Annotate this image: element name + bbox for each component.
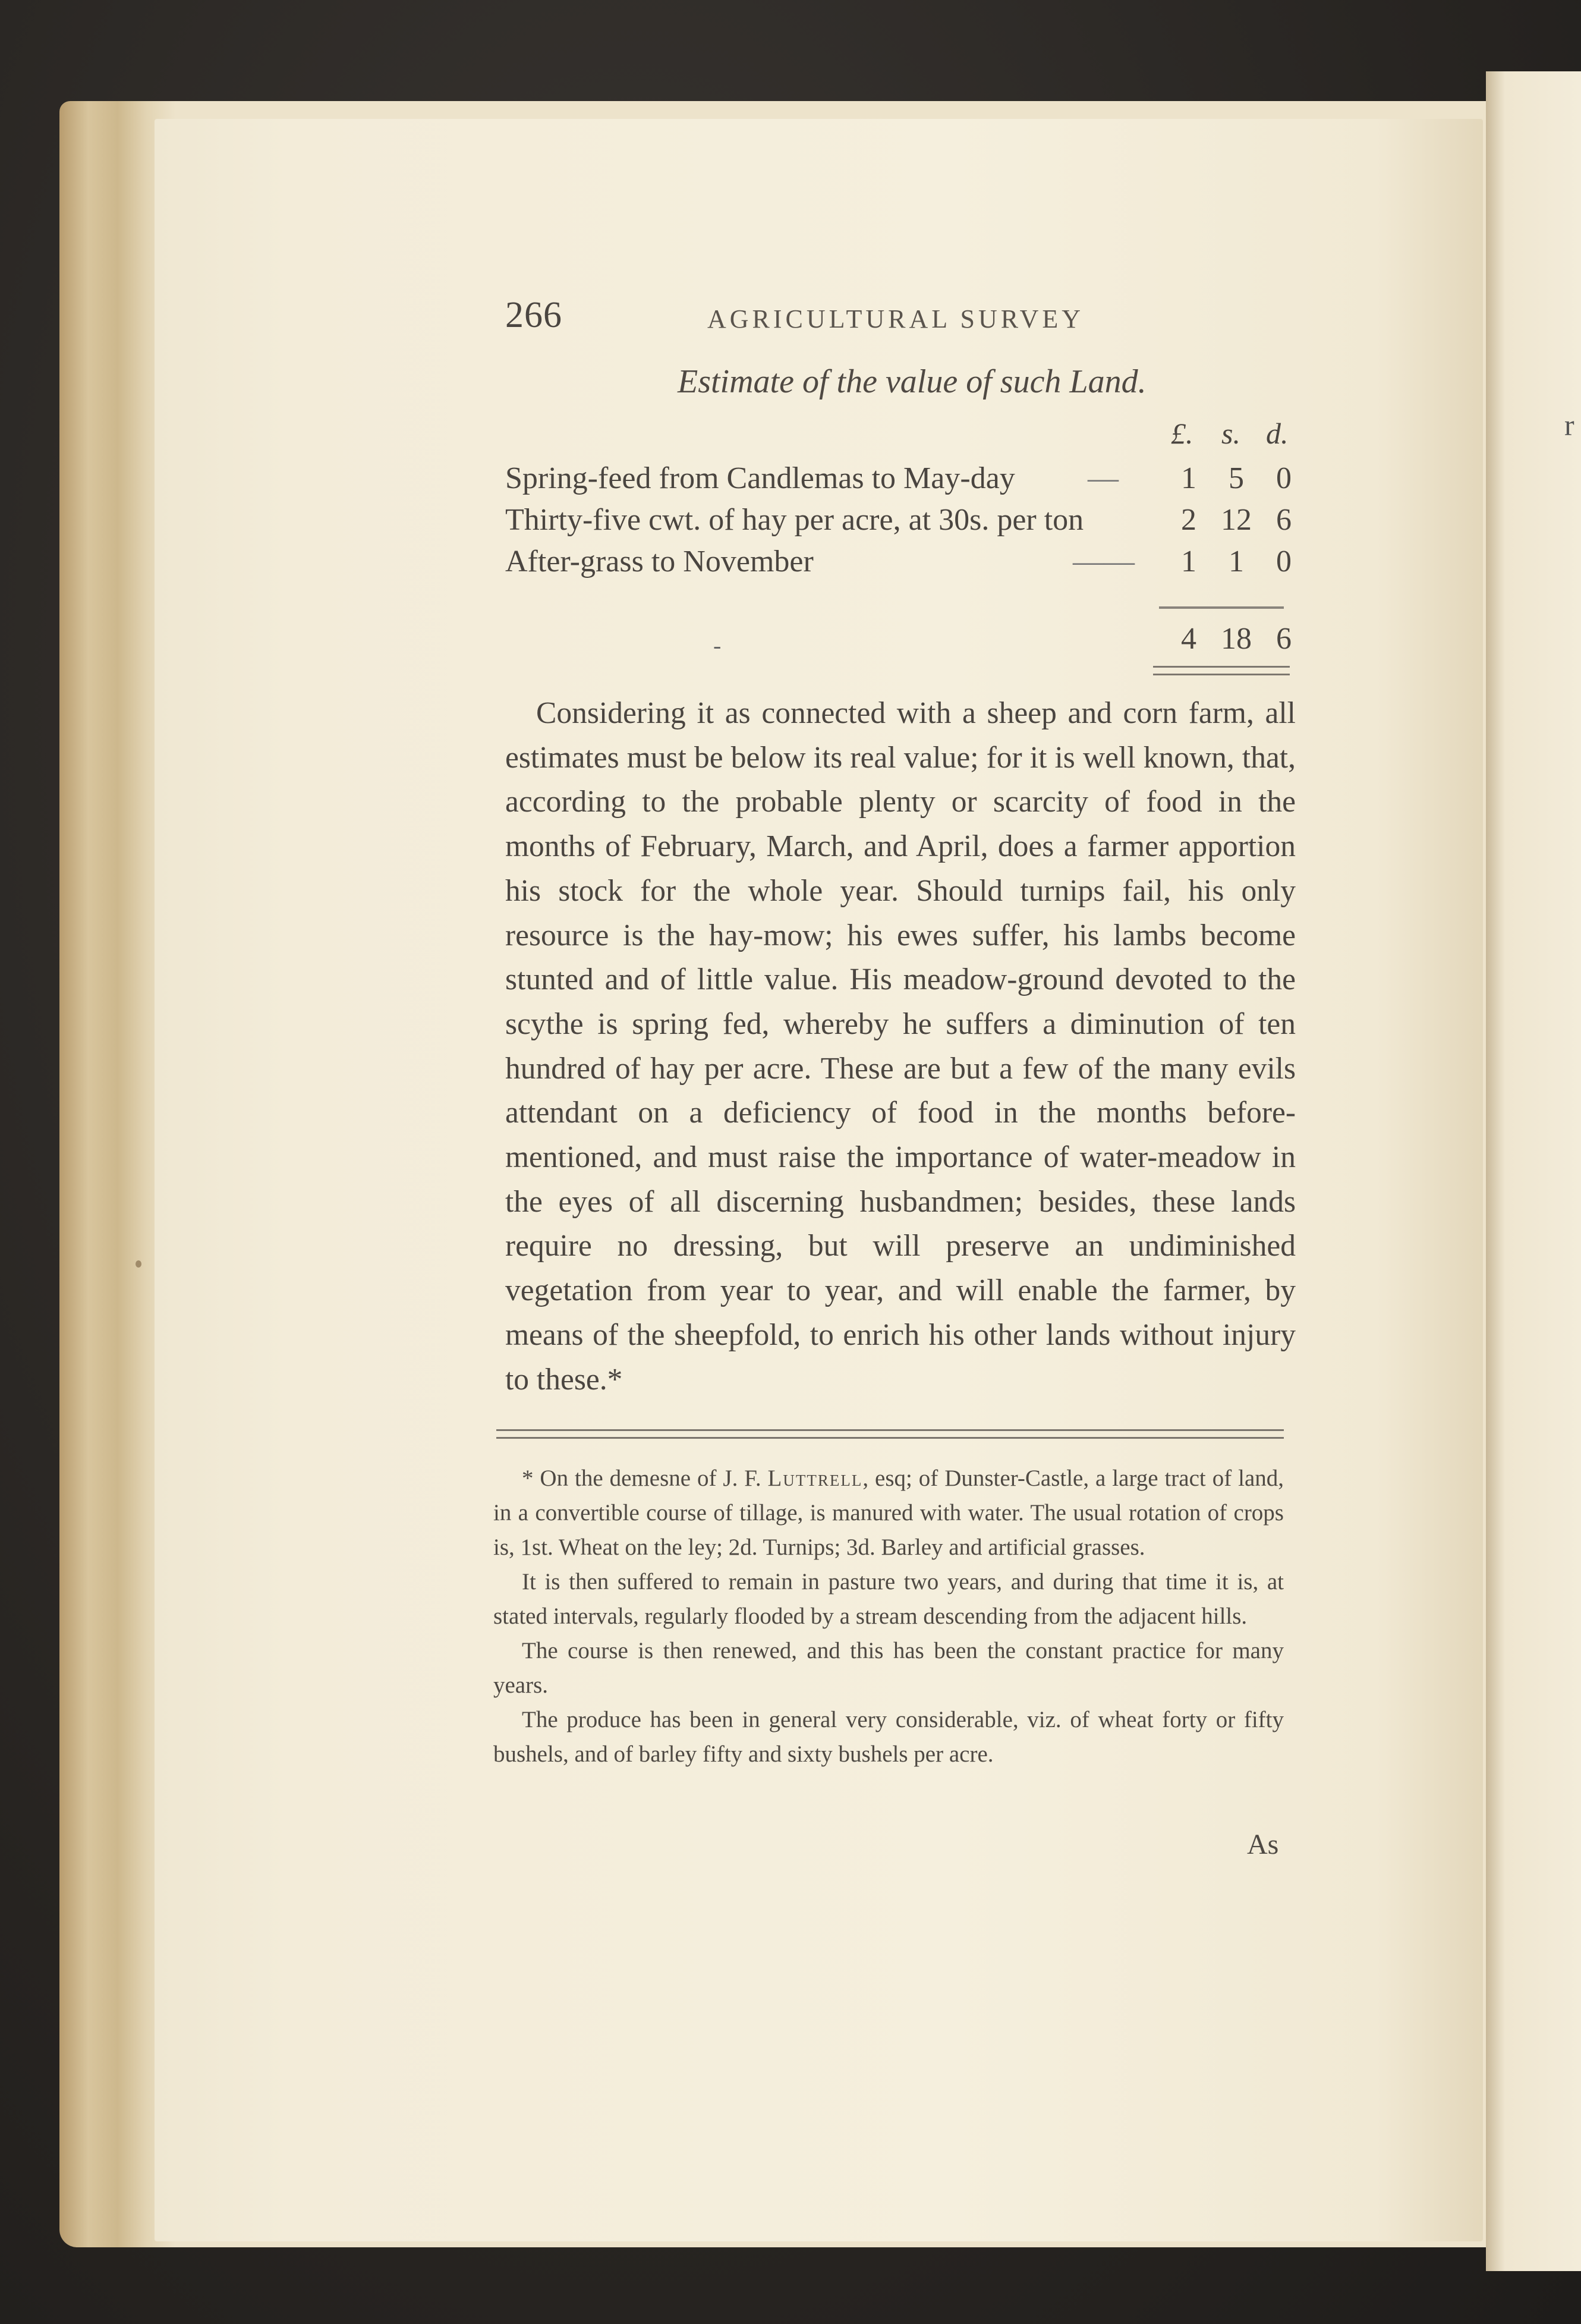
total-pounds: 4: [1181, 622, 1196, 656]
page-header: [505, 294, 1296, 348]
total-pence: 6: [1276, 622, 1292, 656]
pence-header: d.: [1266, 417, 1289, 450]
estimate-row: [505, 502, 1302, 544]
shillings-value: 12: [1221, 503, 1252, 537]
footnote-2: It is then suffered to remain in pasture two years, and during that time it is, at stated intervals, regularly flooded by a stream descending from the adjacent hills.: [493, 1569, 1284, 1629]
shillings-value: 1: [1229, 545, 1244, 578]
estimate-row: [505, 544, 1302, 586]
footnote-text: , esq; of Dunster-Castle, a large tract of land, in a convertible course of tillage, is manured with water. The usual rotation of crops is, 1st. Wheat on the ley; 2d. Turnips; 3d. Barley and artificial grasses.: [493, 1466, 1284, 1560]
row-description: Thirty-five cwt. of hay per acre, at 30s. per ton: [505, 503, 1084, 537]
page-number: 266: [505, 295, 562, 335]
pence-value: 6: [1276, 503, 1292, 537]
facing-page-edge: [1486, 71, 1581, 2271]
pounds-value: 1: [1181, 545, 1196, 578]
catchword: As: [1247, 1829, 1279, 1860]
shillings-header: s.: [1221, 417, 1240, 450]
shillings-value: 5: [1229, 461, 1244, 495]
pounds-header: £.: [1171, 417, 1193, 450]
page-stain: [136, 1260, 141, 1268]
estimate-title: Estimate of the value of such Land.: [678, 363, 1147, 400]
pounds-value: 2: [1181, 503, 1196, 537]
running-title: AGRICULTURAL SURVEY: [707, 304, 1085, 334]
footnote-1: [493, 1461, 1284, 1565]
footnote-text: * On the demesne of J. F.: [522, 1466, 768, 1491]
footnote-rule: [496, 1429, 1284, 1439]
estimate-row: [505, 461, 1302, 502]
body-paragraph: Considering it as connected with a sheep and corn farm, all estimates must be below its real value; for it is well known, that, according to the probable plenty or scarcity of food in the months of February, March, and April, does a farmer apportion his stock for the whole year. Should turnips fail, his only resource is the hay-mow; his ewes suffer, his lambs become stunted and of little value. His meadow-ground devoted to the scythe is spring fed, whereby he suffers a diminution of ten hundred of hay per acre. These are but a few of the many evils attendant on a deficiency of food in the months before-mentioned, and must raise the importance of water-meadow in the eyes of all discerning husbandmen; besides, these lands require no dressing, but will preserve an undiminished vegetation from year to year, and will enable the farmer, by means of the sheepfold, to enrich his other lands without injury to these.*: [505, 696, 1296, 1397]
facing-page-fragment: r: [1564, 408, 1574, 442]
estimate-total-row: [505, 621, 1302, 663]
row-leader: ——: [1073, 545, 1135, 578]
row-leader: —: [1088, 461, 1119, 495]
total-shillings: 18: [1221, 622, 1252, 656]
total-leader: -: [713, 632, 722, 659]
sum-rule: [1159, 606, 1284, 609]
footnote-4: The produce has been in general very considerable, viz. of wheat forty or fifty bushels, and of barley fifty and sixty bushels per acre.: [493, 1707, 1284, 1767]
row-description: Spring-feed from Candlemas to May-day: [505, 461, 1015, 495]
pounds-value: 1: [1181, 461, 1196, 495]
pence-value: 0: [1276, 545, 1292, 578]
row-description: After-grass to November: [505, 545, 814, 578]
footnote-3: The course is then renewed, and this has been the constant practice for many years.: [493, 1638, 1284, 1698]
footnotes: [493, 1461, 1284, 1772]
footnote-name: Luttrell: [767, 1466, 863, 1491]
pence-value: 0: [1276, 461, 1292, 495]
total-double-rule: [1153, 666, 1290, 675]
body-text: [505, 691, 1296, 1402]
